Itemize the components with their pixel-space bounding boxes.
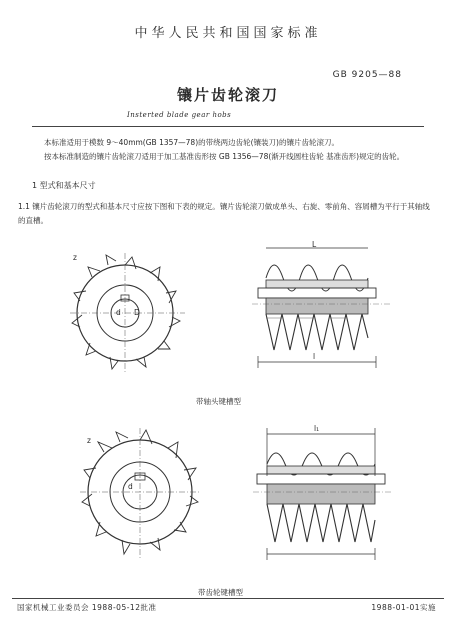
intro-text <box>28 136 428 164</box>
intro-paragraph-2: 按本标准制造的镶片齿轮滚刀适用于加工基准齿形按 GB 1356—78(渐开线圆柱齿轮 基准齿形)规定的齿轮。 <box>44 152 405 161</box>
label-d-2: d <box>128 482 133 491</box>
label-z-2: z <box>87 436 91 445</box>
page-title: 镶片齿轮滚刀 <box>176 86 279 104</box>
hob-side-view-1 <box>252 238 392 388</box>
label-D-1: D <box>134 308 140 317</box>
intro-paragraph-1: 本标准适用于模数 9～40mm(GB 1357—78)的带绕两边齿轮(镶装刀)的镶片齿轮滚刀。 <box>44 138 339 147</box>
national-standard-header: 中华人民共和国国家标准 <box>134 26 322 41</box>
title-divider <box>32 126 424 127</box>
figure-2-caption: 带齿轮键槽型 <box>198 588 243 597</box>
implementation-date: 1988-01-01实施 <box>371 603 436 612</box>
label-z-1: z <box>73 253 77 262</box>
figure-1-caption: 带轴头键槽型 <box>196 397 241 406</box>
label-l1-2: l₁ <box>314 424 320 433</box>
hob-end-view-1 <box>70 245 190 375</box>
label-L-1: L <box>312 240 317 249</box>
approval-note: 国家机械工业委员会 1988-05-12批准 <box>17 603 157 612</box>
english-subtitle: Insterted blade gear hobs <box>127 111 232 119</box>
label-d-1: d <box>116 308 121 317</box>
footer-divider <box>12 598 444 599</box>
hob-end-view-2 <box>80 422 200 562</box>
hob-side-view-2 <box>253 420 393 580</box>
gb-code: GB 9205—88 <box>332 70 402 80</box>
section-heading-1: 1 型式和基本尺寸 <box>32 181 96 190</box>
clause-1-1: 1.1 镶片齿轮滚刀的型式和基本尺寸应按下图和下表的规定。镶片齿轮滚刀做成单头、右旋、零前角、容屑槽为平行于其轴线的直槽。 <box>18 202 430 225</box>
label-l-1: l <box>313 352 316 361</box>
